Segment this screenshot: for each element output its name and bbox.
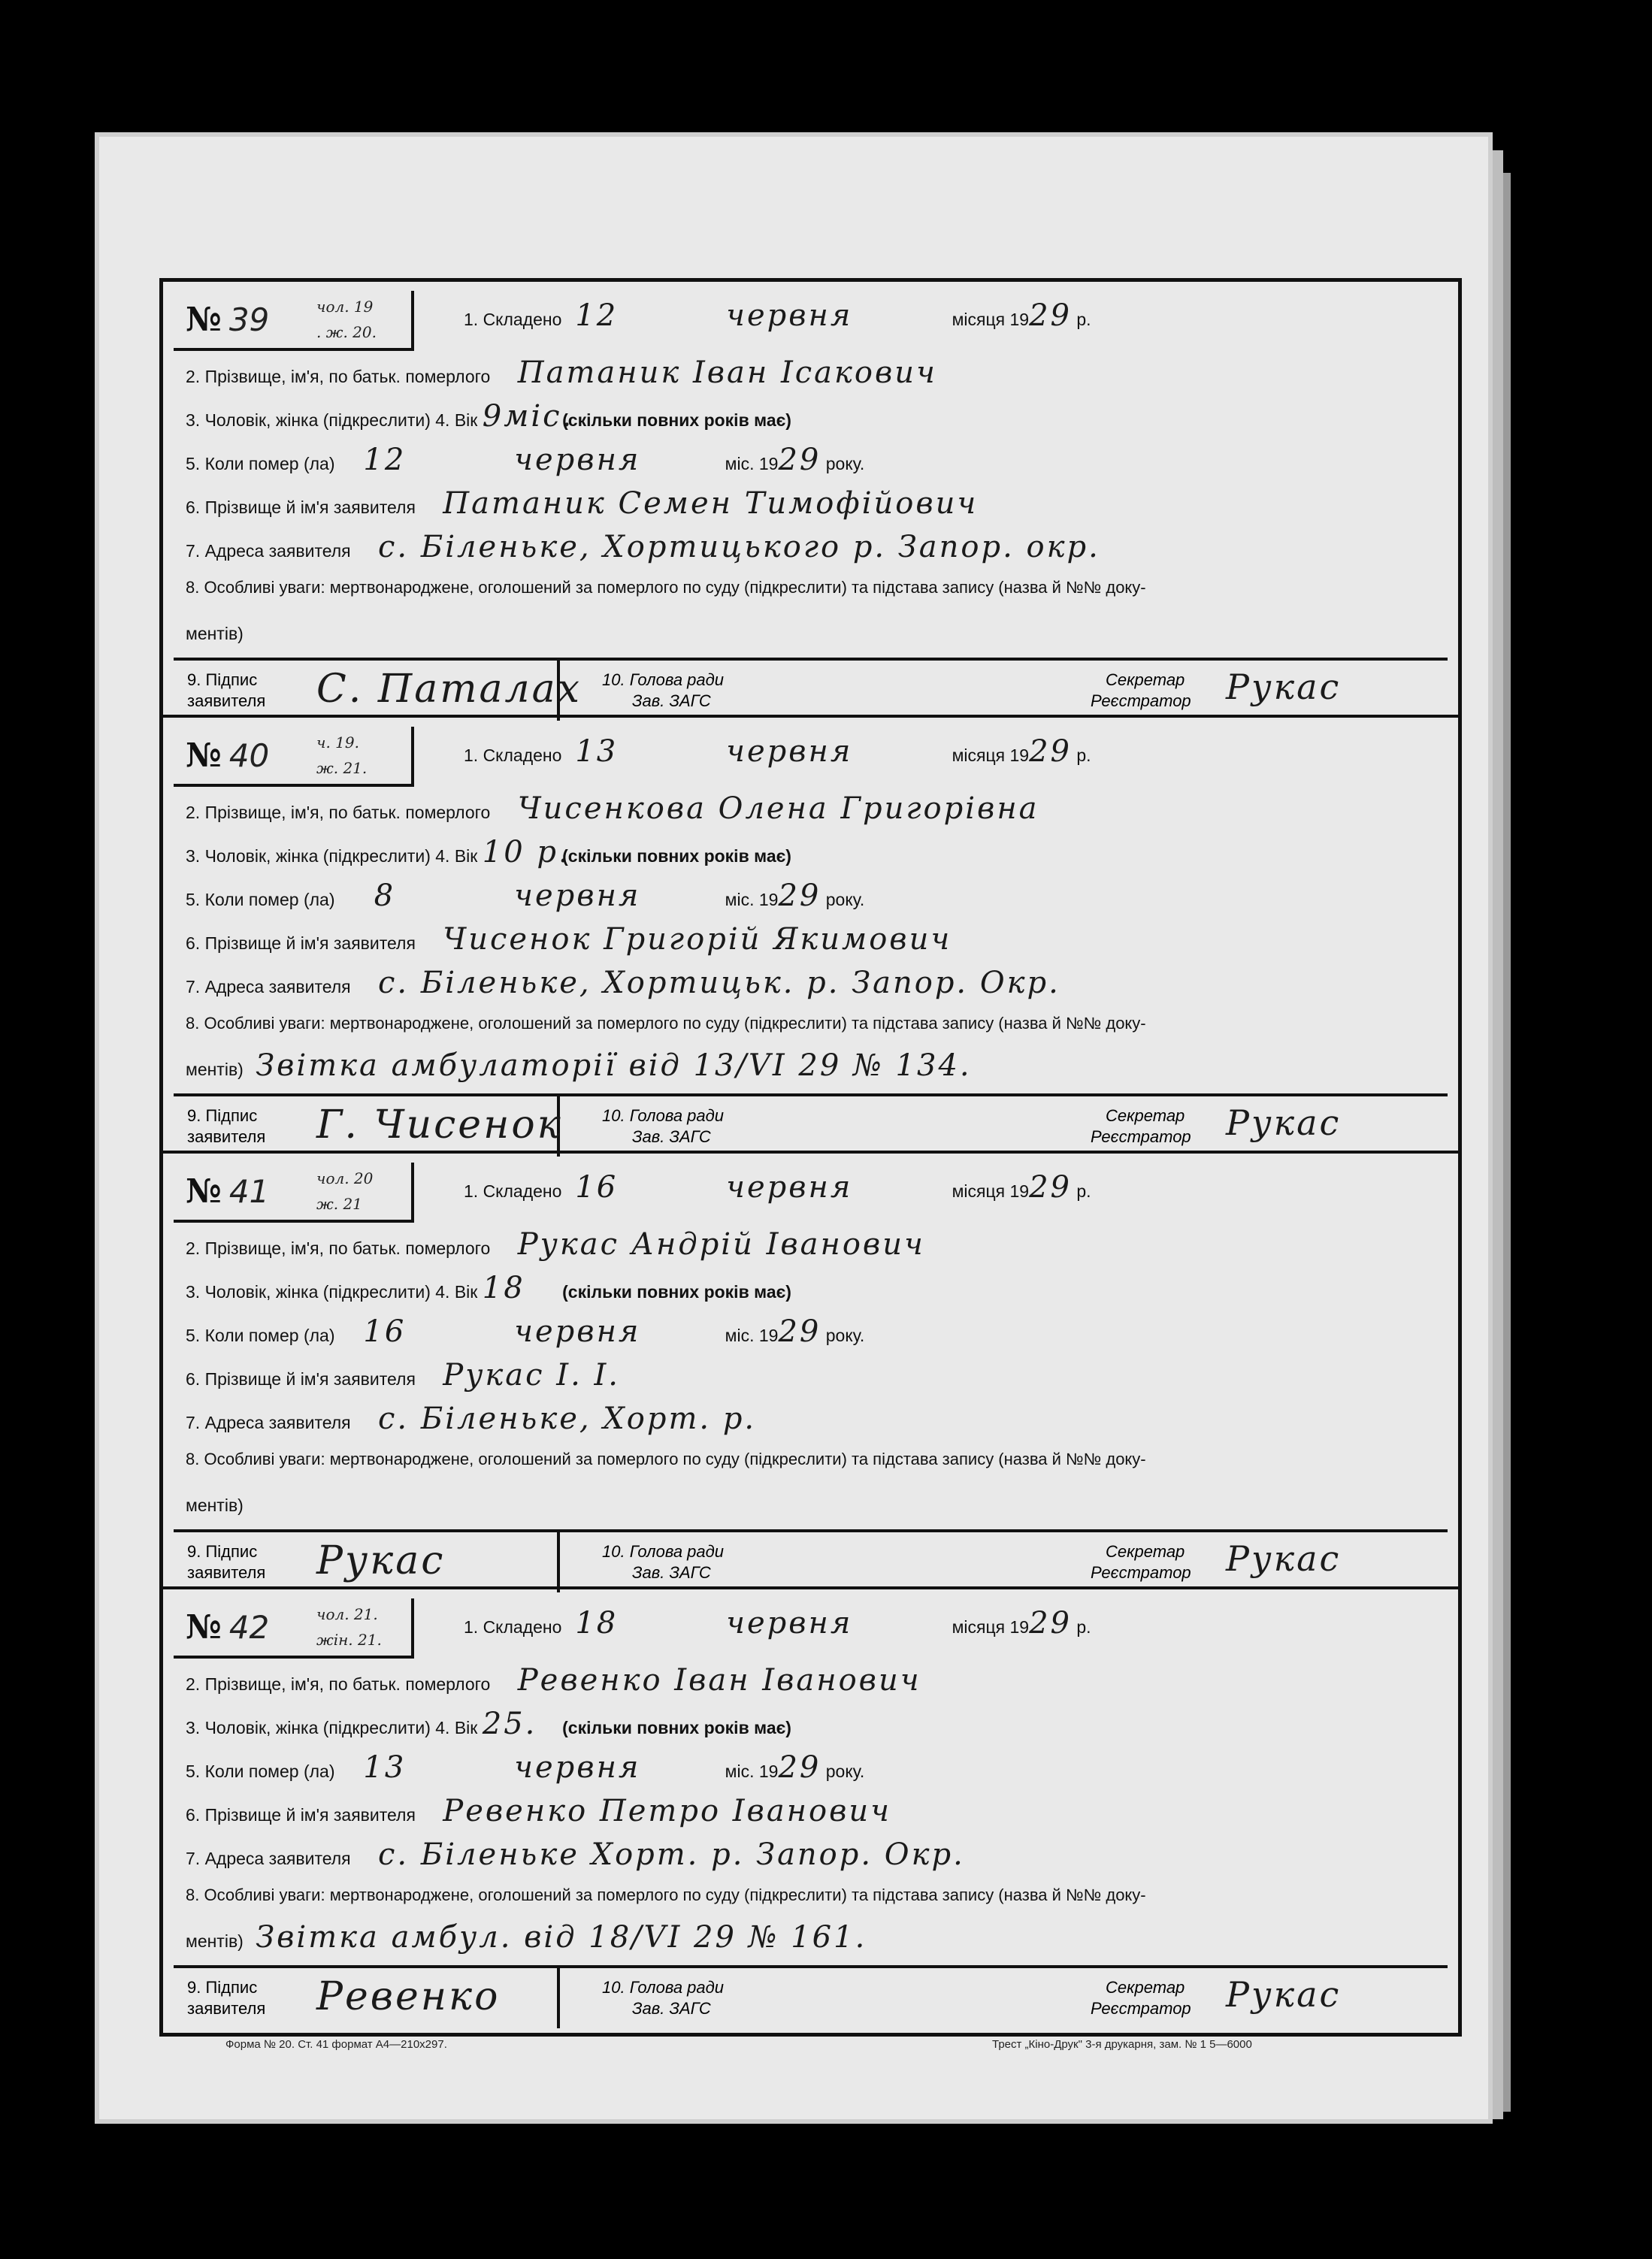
line-address (186, 530, 1443, 564)
composed-year: 29 (1029, 1606, 1072, 1641)
field-label: (скільки повних років має) (562, 1282, 791, 1302)
number-sign-label: № (186, 300, 222, 339)
head-label (602, 1977, 724, 2019)
field-label: заявителя (187, 691, 266, 710)
field-label: р. (1076, 310, 1091, 329)
line-remarks (186, 1450, 1443, 1469)
applicant-address: с. Біленьке, Хорт. р. (378, 1402, 757, 1436)
death-month: червня (514, 878, 641, 913)
line-composed (464, 1606, 1443, 1641)
field-label: заявителя (187, 1563, 266, 1582)
line-death-date (186, 443, 1443, 477)
registrar-label (1091, 1105, 1191, 1148)
signature-row (174, 658, 1448, 721)
record-number-box (174, 1163, 414, 1223)
line-address (186, 1402, 1443, 1436)
applicant-sign-label (187, 1977, 265, 2019)
line-death-date (186, 1314, 1443, 1349)
field-label: ментів) (186, 1495, 244, 1515)
deceased-name: Чисенкова Олена Григорівна (517, 791, 1039, 826)
applicant-signature: Рукас (316, 1538, 446, 1583)
head-label (602, 1541, 724, 1583)
field-label: 6. Прізвище й ім'я заявителя (186, 497, 416, 517)
death-year: 29 (778, 1750, 821, 1785)
field-label: ментів) (186, 1931, 244, 1951)
registrar-label (1091, 1977, 1191, 2019)
field-label: 1. Складено (464, 1181, 562, 1201)
registrar-label (1091, 1541, 1191, 1583)
line-applicant (186, 1794, 1443, 1828)
field-label: 10. Голова ради (602, 1106, 725, 1125)
composed-day: 13 (575, 734, 619, 769)
field-label: ментів) (186, 1060, 244, 1079)
line-death-date (186, 1750, 1443, 1785)
field-label: місяця 19 (952, 745, 1030, 765)
line-sex-age (186, 1707, 1443, 1741)
applicant-name: Рукас І. І. (443, 1358, 621, 1393)
death-month: червня (514, 443, 641, 477)
applicant-name: Чисенок Григорій Якимович (443, 922, 952, 957)
footer-printer: Трест „Кіно-Друк" 3-я друкарня, зам. № 1 5—6000 (992, 2038, 1252, 2051)
field-label: Реєстратор (1091, 691, 1191, 710)
composed-day: 12 (575, 298, 619, 333)
signature-row (174, 1965, 1448, 2028)
composed-day: 18 (575, 1606, 619, 1641)
line-deceased (186, 1663, 1443, 1698)
field-label: 1. Складено (464, 310, 562, 329)
death-year: 29 (778, 1314, 821, 1349)
field-label: 6. Прізвище й ім'я заявителя (186, 1805, 416, 1825)
applicant-signature: С. Паталах (316, 667, 582, 712)
number-sign-label: № (186, 1607, 222, 1647)
field-label: місяця 19 (952, 1617, 1030, 1637)
record-number-box (174, 291, 414, 351)
remarks-text: Звітка амбулаторії від 13/VI 29 № 134. (256, 1048, 972, 1083)
line-remarks-2 (186, 1048, 1443, 1083)
registrar-label (1091, 670, 1191, 712)
field-label: (скільки повних років має) (562, 1718, 791, 1737)
divider (557, 1532, 560, 1592)
form-frame (159, 278, 1462, 2037)
line-death-date (186, 878, 1443, 913)
death-record (163, 282, 1458, 718)
line-remarks-2 (186, 1920, 1443, 1955)
field-label: 8. Особливі уваги: мертвонароджене, оголошений за померлого по суду (підкреслити) та підстава запису (назва й №№ доку- (186, 578, 1146, 597)
applicant-signature: Г. Чисенок (316, 1102, 563, 1148)
field-label: р. (1076, 1617, 1091, 1637)
field-label: заявителя (187, 1999, 266, 2018)
field-label: заявителя (187, 1127, 266, 1146)
composed-year: 29 (1029, 1170, 1072, 1205)
field-label: місяця 19 (952, 310, 1030, 329)
field-label: 8. Особливі уваги: мертвонароджене, оголошений за померлого по суду (підкреслити) та підстава запису (назва й №№ доку- (186, 1450, 1146, 1468)
line-composed (464, 298, 1443, 333)
composed-year: 29 (1029, 298, 1072, 333)
line-composed (464, 1170, 1443, 1205)
death-day: 8 (374, 878, 396, 913)
record-notes: чол. 19 . ж. 20. (316, 298, 377, 341)
field-label: 1. Складено (464, 745, 562, 765)
field-label: 8. Особливі уваги: мертвонароджене, оголошений за померлого по суду (підкреслити) та підстава запису (назва й №№ доку- (186, 1014, 1146, 1033)
field-label: міс. 19 (725, 1326, 779, 1345)
field-label: міс. 19 (725, 1762, 779, 1781)
field-label: Реєстратор (1091, 1563, 1191, 1582)
line-remarks-2 (186, 1484, 1443, 1519)
line-remarks (186, 578, 1443, 597)
deceased-name: Патаник Іван Ісакович (517, 355, 937, 390)
field-label: року. (825, 1326, 865, 1345)
field-label: міс. 19 (725, 890, 779, 909)
signature-row (174, 1093, 1448, 1157)
line-sex-age (186, 399, 1443, 434)
death-month: червня (514, 1314, 641, 1349)
death-record (163, 1589, 1458, 2025)
field-label: 7. Адреса заявителя (186, 541, 351, 561)
record-notes: чол. 20 ж. 21 (316, 1169, 374, 1213)
death-day: 13 (363, 1750, 407, 1785)
remarks-text: Звітка амбул. від 18/VI 29 № 161. (256, 1920, 867, 1955)
line-sex-age (186, 1271, 1443, 1305)
deceased-name: Ревенко Іван Іванович (517, 1663, 921, 1698)
record-number-box (174, 1598, 414, 1659)
registrar-signature: Рукас (1226, 1102, 1342, 1143)
field-label: ментів) (186, 624, 244, 643)
death-month: червня (514, 1750, 641, 1785)
field-label: 6. Прізвище й ім'я заявителя (186, 1369, 416, 1389)
applicant-sign-label (187, 670, 265, 712)
field-label: 7. Адреса заявителя (186, 977, 351, 996)
field-label: Секретар (1106, 1542, 1185, 1561)
applicant-signature: Ревенко (316, 1974, 501, 2019)
line-applicant (186, 486, 1443, 521)
field-label: 7. Адреса заявителя (186, 1413, 351, 1432)
field-label: 5. Коли помер (ла) (186, 1762, 335, 1781)
field-label: року. (825, 454, 865, 473)
field-label: 6. Прізвище й ім'я заявителя (186, 933, 416, 953)
number-sign-label: № (186, 736, 222, 775)
field-label: міс. 19 (725, 454, 779, 473)
applicant-address: с. Біленьке, Хортицького р. Запор. окр. (378, 530, 1100, 564)
field-label: Зав. ЗАГС (632, 691, 711, 710)
field-label: Реєстратор (1091, 1999, 1191, 2018)
age: 10 р. (482, 835, 570, 869)
field-label: 3. Чоловік, жінка (підкреслити) 4. Вік (186, 846, 478, 866)
head-label (602, 670, 724, 712)
age: 18 (482, 1271, 525, 1305)
field-label: 7. Адреса заявителя (186, 1849, 351, 1868)
field-label: 3. Чоловік, жінка (підкреслити) 4. Вік (186, 1282, 478, 1302)
record-number-box (174, 727, 414, 787)
record-number: 39 (228, 301, 270, 338)
field-label: 2. Прізвище, ім'я, по батьк. померлого (186, 1238, 491, 1258)
line-remarks (186, 1014, 1443, 1033)
field-label: (скільки повних років має) (562, 846, 791, 866)
line-remarks (186, 1886, 1443, 1905)
applicant-name: Ревенко Петро Іванович (443, 1794, 892, 1828)
field-label: 10. Голова ради (602, 1542, 725, 1561)
field-label: року. (825, 890, 865, 909)
field-label: 9. Підпис (187, 1978, 258, 1997)
line-sex-age (186, 835, 1443, 869)
record-number: 41 (228, 1172, 270, 1210)
field-label: 2. Прізвище, ім'я, по батьк. померлого (186, 367, 491, 386)
field-label: 10. Голова ради (602, 1978, 725, 1997)
record-notes: ч. 19. ж. 21. (316, 733, 368, 777)
line-remarks-2 (186, 612, 1443, 647)
field-label: (скільки повних років має) (562, 410, 791, 430)
line-deceased (186, 355, 1443, 390)
composed-month: червня (726, 734, 853, 769)
death-year: 29 (778, 443, 821, 477)
death-day: 12 (363, 443, 407, 477)
field-label: 9. Підпис (187, 670, 258, 689)
deceased-name: Рукас Андрій Іванович (517, 1227, 925, 1262)
field-label: 9. Підпис (187, 1106, 258, 1125)
field-label: місяця 19 (952, 1181, 1030, 1201)
applicant-sign-label (187, 1541, 265, 1583)
line-composed (464, 734, 1443, 769)
applicant-sign-label (187, 1105, 265, 1148)
line-applicant (186, 922, 1443, 957)
composed-month: червня (726, 1170, 853, 1205)
field-label: року. (825, 1762, 865, 1781)
line-address (186, 1837, 1443, 1872)
field-label: 5. Коли помер (ла) (186, 1326, 335, 1345)
death-record (163, 1154, 1458, 1589)
line-deceased (186, 1227, 1443, 1262)
death-day: 16 (363, 1314, 407, 1349)
field-label: р. (1076, 745, 1091, 765)
composed-month: червня (726, 298, 853, 333)
field-label: 10. Голова ради (602, 670, 725, 689)
line-deceased (186, 791, 1443, 826)
applicant-address: с. Біленьке Хорт. р. Запор. Окр. (378, 1837, 965, 1872)
field-label: 5. Коли помер (ла) (186, 890, 335, 909)
registrar-signature: Рукас (1226, 667, 1342, 707)
age: 25. (482, 1707, 537, 1741)
record-number: 42 (228, 1608, 270, 1646)
number-sign-label: № (186, 1172, 222, 1211)
field-label: р. (1076, 1181, 1091, 1201)
field-label: 8. Особливі уваги: мертвонароджене, оголошений за померлого по суду (підкреслити) та підстава запису (назва й №№ доку- (186, 1886, 1146, 1904)
line-applicant (186, 1358, 1443, 1393)
field-label: Секретар (1106, 670, 1185, 689)
applicant-name: Патаник Семен Тимофійович (443, 486, 979, 521)
divider (557, 1968, 560, 2028)
field-label: Зав. ЗАГС (632, 1999, 711, 2018)
footer-form-code: Форма № 20. Ст. 41 формат А4—210х297. (225, 2038, 447, 2051)
line-address (186, 966, 1443, 1000)
field-label: 3. Чоловік, жінка (підкреслити) 4. Вік (186, 1718, 478, 1737)
field-label: 1. Складено (464, 1617, 562, 1637)
field-label: Зав. ЗАГС (632, 1127, 711, 1146)
composed-day: 16 (575, 1170, 619, 1205)
field-label: Секретар (1106, 1106, 1185, 1125)
field-label: 2. Прізвище, ім'я, по батьк. померлого (186, 803, 491, 822)
field-label: 5. Коли помер (ла) (186, 454, 335, 473)
signature-row (174, 1529, 1448, 1592)
death-year: 29 (778, 878, 821, 913)
field-label: Зав. ЗАГС (632, 1563, 711, 1582)
composed-year: 29 (1029, 734, 1072, 769)
age: 9міс. (482, 399, 574, 434)
death-record (163, 718, 1458, 1154)
field-label: 9. Підпис (187, 1542, 258, 1561)
record-number: 40 (228, 736, 270, 774)
field-label: 2. Прізвище, ім'я, по батьк. померлого (186, 1674, 491, 1694)
field-label: Секретар (1106, 1978, 1185, 1997)
applicant-address: с. Біленьке, Хортицьк. р. Запор. Окр. (378, 966, 1060, 1000)
field-label: Реєстратор (1091, 1127, 1191, 1146)
field-label: 3. Чоловік, жінка (підкреслити) 4. Вік (186, 410, 478, 430)
head-label (602, 1105, 724, 1148)
registrar-signature: Рукас (1226, 1538, 1342, 1579)
record-notes: чол. 21. жін. 21. (316, 1605, 382, 1649)
composed-month: червня (726, 1606, 853, 1641)
registrar-signature: Рукас (1226, 1974, 1342, 2015)
